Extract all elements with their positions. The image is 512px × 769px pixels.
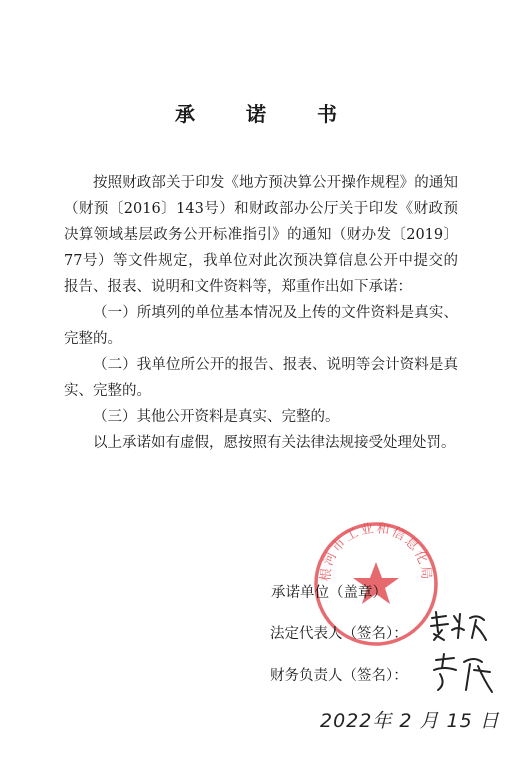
paragraph-item-1: （一）所填列的单位基本情况及上传的文件资料是真实、完整的。: [64, 305, 458, 347]
seal-text: 根河市工业和信息化局: [318, 521, 434, 582]
document-title: 承 诺 书: [175, 102, 359, 126]
paragraph-item-2: （二）我单位所公开的报告、报表、说明等会计资料是真实、完整的。: [64, 357, 458, 399]
signature-finance-label: 财务负责人（签名）：: [270, 668, 408, 684]
signature-unit-label: 承诺单位（盖章）: [271, 585, 387, 601]
document-date: 2022年 2 月 15 日: [320, 710, 500, 732]
handwritten-signature-legal-rep: [428, 608, 490, 644]
document-body: [64, 170, 458, 456]
paragraph-item-3: （三）其他公开资料是真实、完整的。: [93, 409, 340, 425]
signature-legal-rep-label: 法定代表人（签名）：: [270, 626, 408, 642]
handwritten-signature-finance: [430, 650, 496, 696]
paragraph-intro: 按照财政部关于印发《地方预决算公开操作规程》的通知（财预〔2016〕143号）和财政部办公厅关于印发《财政预决算领域基层政务公开标准指引》的通知（财办发〔2019〕77号）等文件规定，我单位对此次预决算信息公开中提交的报告、报表、说明和文件资料等，郑重作出如下承诺：: [64, 175, 458, 295]
paragraph-closing: 以上承诺如有虚假，愿按照有关法律法规接受处理处罚。: [93, 435, 456, 451]
